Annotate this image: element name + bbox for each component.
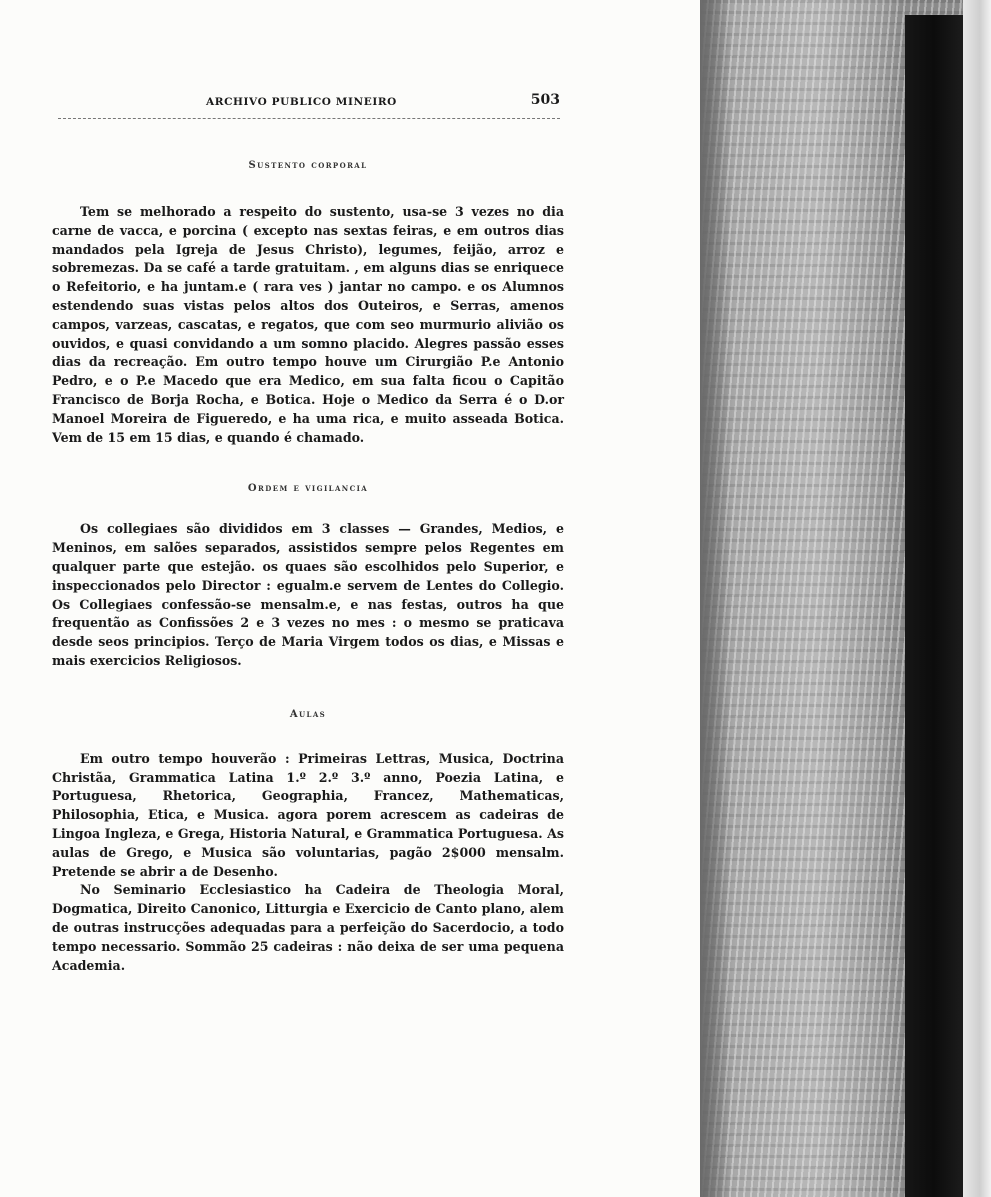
header-rule bbox=[58, 118, 560, 119]
paragraph-sustento: Tem se melhorado a respeito do sustento, usa-se 3 vezes no dia carne de vacca, e porcina ( excepto nas sextas feiras, e em outros dias mandados pela Igreja de Jesus Christo), legumes, feijão, arroz e sobremezas. Da se café a tarde gratuitam. , em alguns dias se enriquece o Refeitorio, e ha juntam.e ( rara ves ) jantar no campo. e os Alumnos estendendo suas vistas pelos altos dos Outeiros, e Serras, amenos campos, varzeas, cascatas, e regatos, que com seo murmurio alivião os ouvidos, e quasi convidando a um somno placido. Alegres passão esses dias da recreação. Em outro tempo houve um Cirurgião P.e Antonio Pedro, e o P.e Macedo que era Medico, em sua falta ficou o Capitão Francisco de Borja Rocha, e Botica. Hoje o Medico da Serra é o D.or Manoel Moreira de Figueredo, e ha uma rica, e muito asseada Botica. Vem de 15 em 15 dias, e quando é chamado. bbox=[52, 204, 564, 445]
paragraph-ordem: Os collegiaes são divididos em 3 classes — Grandes, Medios, e Meninos, em salões separados, assistidos sempre pelos Regentes em qualquer parte que estejão. os quaes são escolhidos pelo Superior, e inspeccionados pelo Director : egualm.e servem de Lentes do Collegio. Os Collegiaes confessão-se mensalm.e, e nas festas, outros ha que frequentão as Confissões 2 e 3 vezes no mes : o mesmo se praticava desde seos principios. Terço de Maria Virgem todos os dias, e Missas e mais exercicios Religiosos. bbox=[52, 521, 564, 668]
running-head: ARCHIVO PUBLICO MINEIRO bbox=[206, 96, 397, 108]
section-heading-sustento: Sustento corporal bbox=[248, 160, 368, 171]
page-header bbox=[58, 92, 560, 114]
paragraph-aulas-1: Em outro tempo houverão : Primeiras Lettras, Musica, Doctrina Christãa, Grammatica Latina 1.º 2.º 3.º anno, Poezia Latina, e Portuguesa, Rhetorica, Geographia, Francez, Mathematicas, Philosophia, Etica, e Musica. agora porem acrescem as cadeiras de Lingoa Ingleza, e Grega, Historia Natural, e Grammatica Portuguesa. As aulas de Grego, e Musica são voluntarias, pagão 2$000 mensalm. Pretende se abrir a de Desenho. bbox=[52, 750, 564, 879]
page-number: 503 bbox=[530, 92, 560, 108]
book-spine bbox=[905, 15, 963, 1197]
gutter-shadow bbox=[700, 0, 730, 1197]
section-heading-ordem: Ordem e vigilancia bbox=[247, 483, 369, 495]
page-body bbox=[52, 152, 564, 975]
section-heading-aulas: Aulas bbox=[289, 708, 327, 720]
paragraph-aulas-2: No Seminario Ecclesiastico ha Cadeira de Theologia Moral, Dogmatica, Direito Canonico, Litturgia e Exercicio de Canto plano, alem de outras instrucções adequadas para a perfeição do Sacerdocio, a todo tempo necessario. Sommão 25 cadeiras : não deixa de ser uma pequena Academia. bbox=[52, 882, 564, 973]
scan-margin bbox=[963, 0, 991, 1197]
